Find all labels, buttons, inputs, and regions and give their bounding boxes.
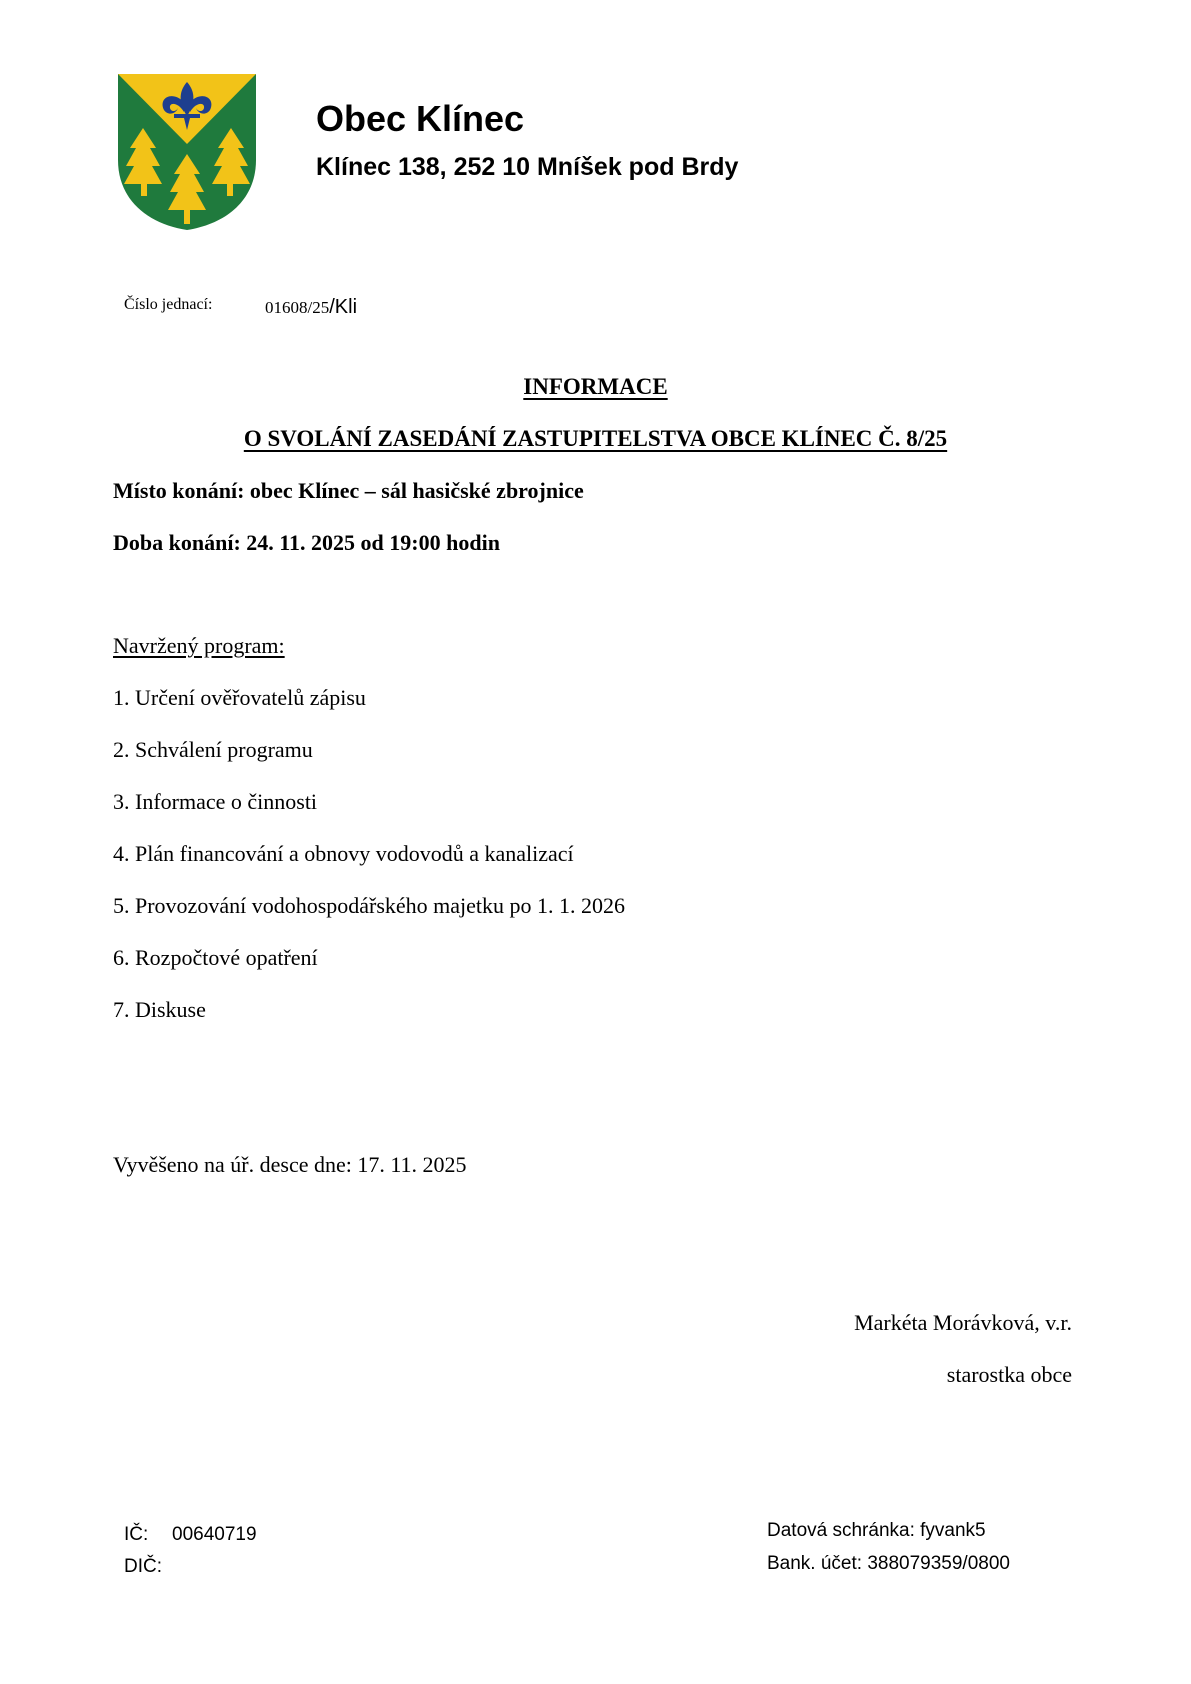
dic-label: DIČ:	[124, 1556, 162, 1577]
program-heading: Navržený program:	[113, 633, 285, 658]
program-item: 7. Diskuse	[113, 997, 206, 1022]
posted-date: Vyvěšeno na úř. desce dne: 17. 11. 2025	[113, 1152, 467, 1177]
reference-number	[265, 296, 357, 319]
program-item: 5. Provozování vodohospodářského majetku po 1. 1. 2026	[113, 893, 626, 918]
program-item: 1. Určení ověřovatelů zápisu	[113, 685, 366, 710]
meeting-time: Doba konání: 24. 11. 2025 od 19:00 hodin	[113, 530, 500, 555]
program-item: 2. Schválení programu	[113, 737, 313, 762]
program-item: 4. Plán financování a obnovy vodovodů a kanalizací	[113, 841, 574, 866]
program-list	[113, 685, 625, 1049]
reference-value: 01608/25	[265, 298, 330, 317]
reference-label: Číslo jednací:	[124, 296, 213, 313]
data-box: Datová schránka: fyvank5	[767, 1520, 986, 1541]
reference-suffix: /Kli	[329, 296, 358, 318]
bank-account: Bank. účet: 388079359/0800	[767, 1553, 1010, 1574]
municipality-title: Obec Klínec	[316, 98, 525, 139]
program-item: 3. Informace o činnosti	[113, 789, 318, 814]
signature-name: Markéta Morávková, v.r.	[854, 1310, 1072, 1335]
municipality-address: Klínec 138, 252 10 Mníšek pod Brdy	[316, 153, 739, 181]
ic-value: 00640719	[172, 1524, 257, 1545]
coat-of-arms-icon	[116, 72, 258, 232]
program-item: 6. Rozpočtové opatření	[113, 945, 318, 970]
document-subtitle: O SVOLÁNÍ ZASEDÁNÍ ZASTUPITELSTVA OBCE KLÍNEC Č. 8/25	[243, 426, 948, 451]
document-title: INFORMACE	[523, 374, 668, 399]
ic-label: IČ:	[124, 1524, 149, 1545]
meeting-place: Místo konání: obec Klínec – sál hasičské zbrojnice	[113, 478, 584, 503]
signature-role: starostka obce	[946, 1362, 1072, 1387]
